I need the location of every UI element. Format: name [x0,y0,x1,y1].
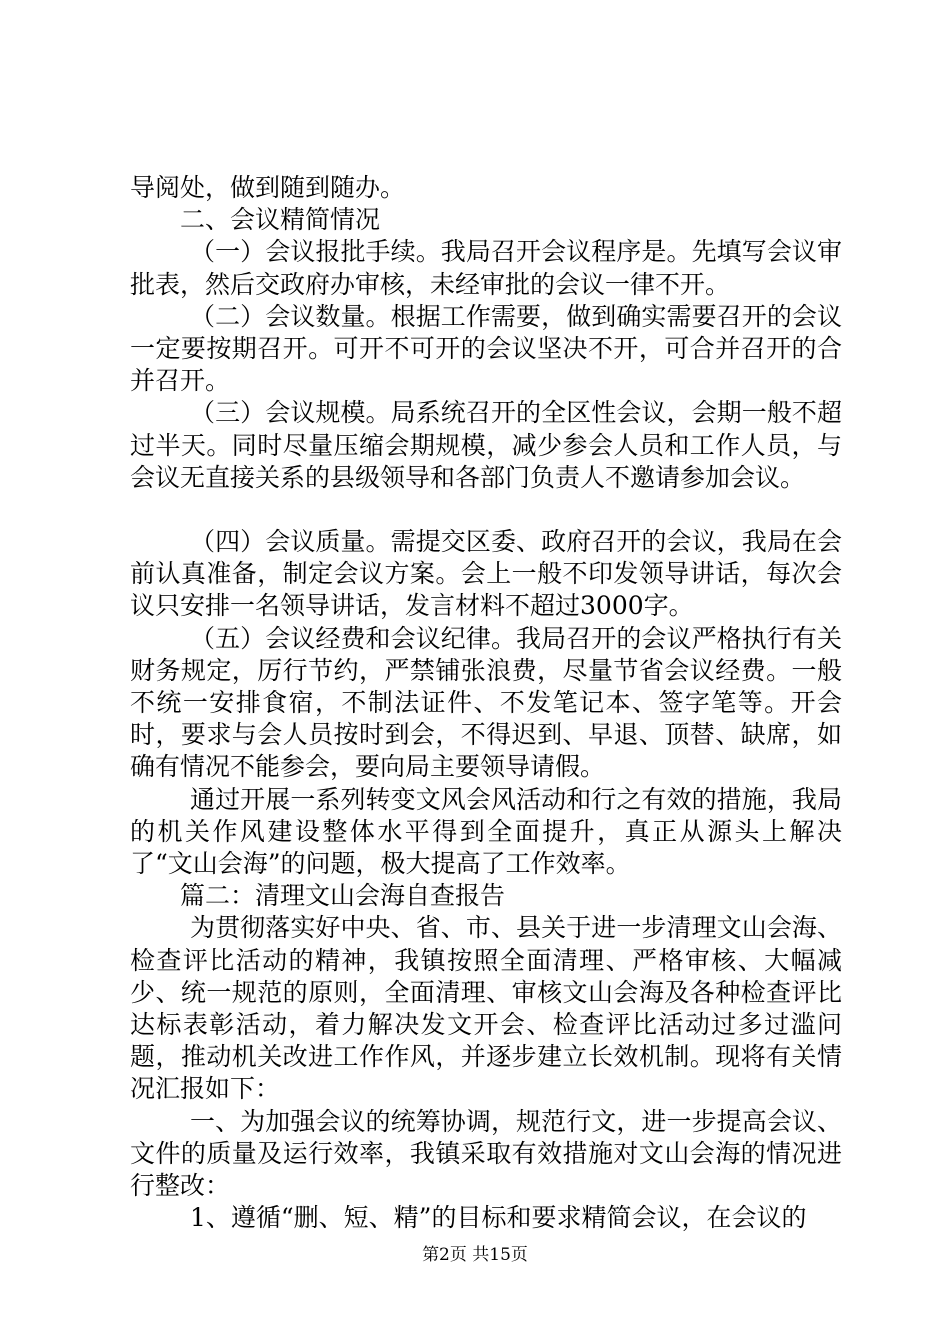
section-heading-meeting-streamlining: 二、会议精简情况 [180,205,381,235]
document-body [130,172,842,1235]
paragraph-section-one: 一、为加强会议的统筹协调，规范行文，进一步提高会议、文件的质量及运行效率，我镇采取有效措施对文山会海的情况进行整改： [130,1106,842,1201]
paragraph-meeting-quantity: （二）会议数量。根据工作需要，做到确实需要召开的会议一定要按期召开。可开不可开的会议坚决不开，可合并召开的合并召开。 [130,301,842,396]
paragraph-continuation: 导阅处，做到随到随办。 [130,173,406,202]
blank-line [130,494,842,526]
paragraph-conclusion: 通过开展一系列转变文风会风活动和行之有效的措施，我局的机关作风建设整体水平得到全面提升，真正从源头上解决了“文山会海”的问题，极大提高了工作效率。 [130,784,842,879]
paragraph-meeting-quality: （四）会议质量。需提交区委、政府召开的会议，我局在会前认真准备，制定会议方案。会上一般不印发领导讲话，每次会议只安排一名领导讲话，发言材料不超过3000字。 [130,527,842,621]
paragraph-meeting-funds-discipline: （五）会议经费和会议纪律。我局召开的会议严格执行有关财务规定，厉行节约，严禁铺张浪费，尽量节省会议经费。一般不统一安排食宿，不制法证件、不发笔记本、签字笔等。开会时，要求与会人员按时到会，不得迟到、早退、顶替、缺席，如确有情况不能参会，要向局主要领导请假。 [130,623,842,782]
paragraph-item-one: 1、遵循“删、短、精”的目标和要求精简会议，在会议的 [190,1203,807,1233]
page-number-footer: 第2页 共15页 [422,1245,528,1265]
paragraph-meeting-scale: （三）会议规模。局系统召开的全区性会议，会期一般不超过半天。同时尽量压缩会期规模，减少参会人员和工作人员，与会议无直接关系的县级领导和各部门负责人不邀请参加会议。 [130,398,842,492]
paragraph-approval-procedure: （一）会议报批手续。我局召开会议程序是。先填写会议审批表，然后交政府办审核，未经审批的会议一律不开。 [130,237,842,299]
paragraph-article-two-intro: 为贯彻落实好中央、省、市、县关于进一步清理文山会海、检查评比活动的精神，我镇按照全面清理、严格审核、大幅减少、统一规范的原则，全面清理、审核文山会海及各种检查评比达标表彰活动，着力解决发文开会、检查评比活动过多过滥问题，推动机关改进工作作风，并逐步建立长效机制。现将有关情况汇报如下： [130,913,842,1104]
article-two-title: 篇二：清理文山会海自查报告 [180,881,506,911]
